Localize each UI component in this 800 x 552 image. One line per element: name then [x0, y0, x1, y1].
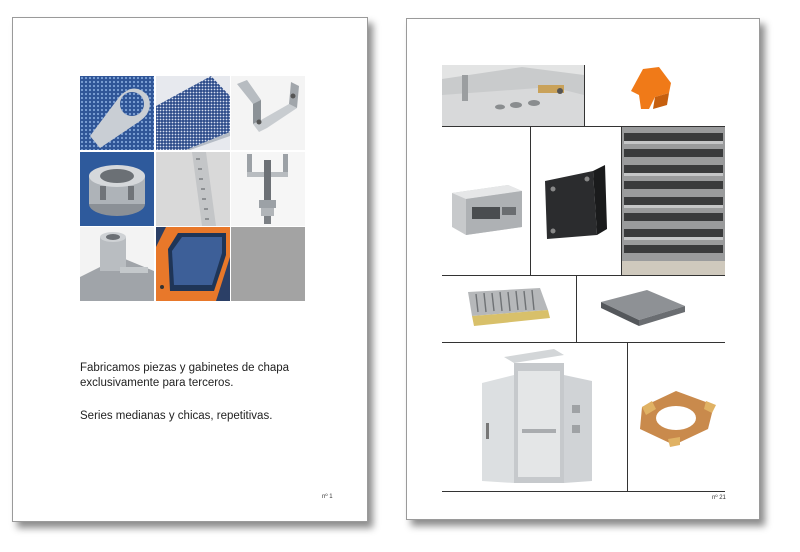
page-number: nº 21 — [712, 495, 726, 501]
intro-text-line-2: exclusivamente para terceros. — [80, 377, 234, 389]
stacked-parts-photo — [622, 127, 725, 275]
gray-square — [231, 227, 305, 301]
intro-text-line-1: Fabricamos piezas y gabinetes de chapa — [80, 362, 290, 374]
perforated-ring-photo — [80, 76, 154, 150]
page-number: nº 1 — [322, 494, 333, 500]
copper-bracket-photo — [628, 343, 725, 491]
electrical-cabinet-photo — [442, 343, 627, 491]
orange-clip-photo — [585, 65, 725, 126]
intro-text-line-3: Series medianas y chicas, repetitivas. — [80, 410, 273, 422]
cast-part-photo — [80, 227, 154, 301]
bent-bracket-photo — [231, 76, 305, 150]
black-hinge-bracket-photo — [531, 127, 621, 275]
flat-chassis-photo — [577, 276, 725, 342]
photo-grid — [80, 76, 305, 301]
catalog-page-left — [12, 17, 368, 522]
bolt-bracket-photo — [231, 152, 305, 226]
heatsink-photo — [442, 276, 576, 342]
orange-frame-photo — [156, 227, 230, 301]
catalog-page-right — [406, 18, 760, 520]
perforated-strip-photo — [156, 152, 230, 226]
instrument-case-photo — [442, 127, 530, 275]
grid-line — [442, 491, 725, 492]
perforated-sheet-photo — [156, 76, 230, 150]
sheet-metal-box-photo — [442, 65, 584, 126]
metal-bushing-photo — [80, 152, 154, 226]
